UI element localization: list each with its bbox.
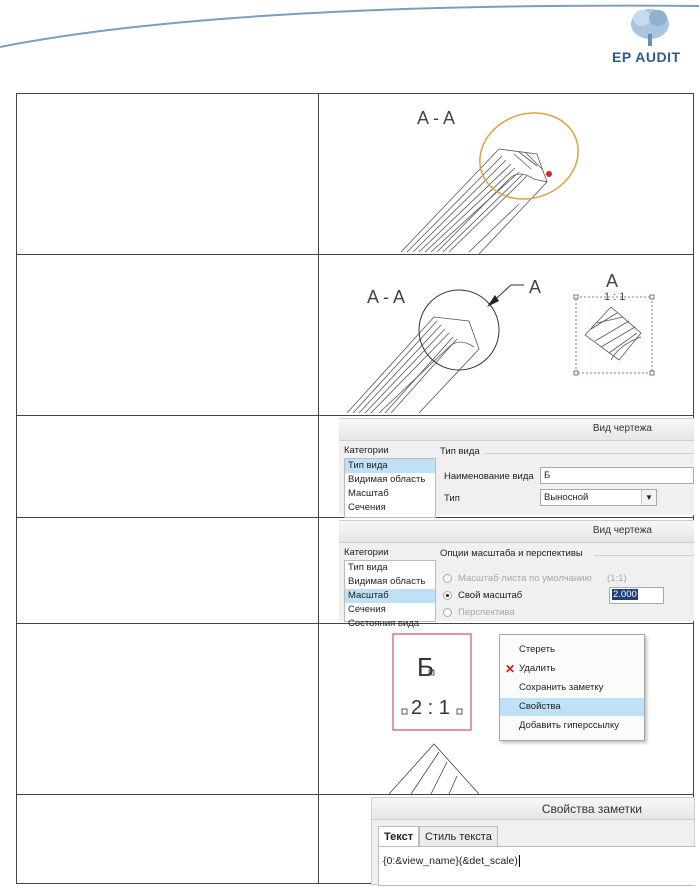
category-item[interactable]: Видимая область bbox=[348, 474, 426, 485]
section-label: A - A bbox=[367, 287, 406, 307]
category-item[interactable]: Тип вида bbox=[345, 459, 435, 473]
menu-item-add-hyperlink[interactable]: Добавить гиперссылку bbox=[519, 720, 619, 731]
categories-label: Категории bbox=[344, 547, 389, 558]
type-select[interactable] bbox=[540, 489, 657, 506]
note-text-value: {0:&view_name}(&det_scale) bbox=[383, 855, 518, 867]
note-view-letter: Б bbox=[417, 652, 435, 682]
table-row bbox=[17, 255, 694, 416]
figure-cell bbox=[319, 255, 694, 416]
category-item[interactable]: Видимая область bbox=[348, 576, 426, 587]
menu-item-erase[interactable]: Стереть bbox=[519, 644, 555, 655]
category-item[interactable]: Сечения bbox=[348, 502, 386, 513]
section-drawing bbox=[319, 94, 693, 254]
drawing-view-dialog bbox=[339, 418, 694, 515]
left-cell bbox=[17, 416, 319, 518]
logo-text: EP AUDIT bbox=[612, 49, 681, 65]
categories-list bbox=[344, 458, 436, 518]
red-x-icon: ✕ bbox=[505, 662, 516, 676]
radio-perspective[interactable] bbox=[443, 608, 452, 617]
note-text-area[interactable] bbox=[378, 846, 695, 886]
default-scale-value: (1:1) bbox=[607, 573, 627, 584]
menu-item-delete[interactable] bbox=[500, 660, 644, 678]
menu-item-save-note[interactable]: Сохранить заметку bbox=[519, 682, 604, 693]
figure-cell bbox=[319, 624, 694, 795]
left-cell bbox=[17, 255, 319, 416]
table-row bbox=[17, 624, 694, 795]
type-label: Тип bbox=[444, 493, 460, 504]
text-caret bbox=[519, 855, 520, 867]
figure-cell bbox=[319, 416, 694, 518]
categories-list bbox=[344, 560, 436, 629]
left-cell bbox=[17, 518, 319, 624]
leader-label: A bbox=[529, 277, 542, 297]
detail-label: A bbox=[606, 271, 619, 291]
group-title: Тип вида bbox=[440, 446, 480, 457]
figure-cell bbox=[319, 94, 694, 255]
category-item[interactable]: Масштаб bbox=[345, 589, 435, 603]
custom-scale-label: Свой масштаб bbox=[458, 590, 523, 601]
content-table bbox=[16, 93, 694, 884]
tab-text[interactable]: Текст bbox=[378, 826, 419, 847]
category-item[interactable]: Сечения bbox=[348, 604, 386, 615]
menu-item-delete-label: Удалить bbox=[519, 663, 556, 674]
section-label: A - A bbox=[417, 108, 456, 128]
dialog-title: Свойства заметки bbox=[541, 802, 642, 816]
menu-item-properties[interactable]: Свойства bbox=[500, 698, 644, 716]
custom-scale-input[interactable] bbox=[609, 587, 664, 604]
left-cell bbox=[17, 94, 319, 255]
radio-default-scale[interactable] bbox=[443, 574, 452, 583]
left-cell bbox=[17, 624, 319, 795]
category-item[interactable]: Тип вида bbox=[348, 562, 388, 573]
table-row bbox=[17, 795, 694, 884]
custom-scale-value: 2.000 bbox=[613, 589, 637, 600]
chevron-down-icon[interactable]: ▼ bbox=[641, 490, 656, 505]
detail-scale: 1 : 1 bbox=[604, 291, 626, 303]
category-item[interactable]: Состояния вида bbox=[348, 618, 420, 629]
dialog-title: Вид чертежа bbox=[592, 525, 652, 536]
view-name-input[interactable]: Б bbox=[540, 467, 694, 484]
view-name-label: Наименование вида bbox=[444, 471, 534, 482]
table-row bbox=[17, 518, 694, 624]
perspective-label: Перспектива bbox=[458, 607, 515, 618]
detail-drawing bbox=[319, 255, 693, 415]
dialog-title-bar bbox=[339, 521, 694, 543]
table-row bbox=[17, 94, 694, 255]
group-title: Опции масштаба и перспективы bbox=[440, 548, 583, 559]
note-scale: 2 : 1 bbox=[411, 697, 450, 719]
context-menu bbox=[499, 634, 645, 741]
categories-label: Категории bbox=[344, 445, 389, 456]
drawing-view-dialog bbox=[339, 520, 694, 629]
tab-text-style[interactable]: Стиль текста bbox=[419, 826, 498, 846]
radio-custom-scale[interactable] bbox=[443, 591, 452, 600]
header-arc bbox=[0, 0, 699, 70]
table-row bbox=[17, 416, 694, 518]
left-cell bbox=[17, 795, 319, 884]
type-value: Выносной bbox=[544, 492, 589, 503]
note-properties-dialog bbox=[371, 797, 695, 885]
dialog-title: Вид чертежа bbox=[592, 423, 652, 434]
group-divider bbox=[594, 555, 694, 556]
dialog-title-bar bbox=[339, 419, 694, 441]
default-scale-label: Масштаб листа по умолчанию bbox=[458, 573, 592, 584]
figure-cell bbox=[319, 518, 694, 629]
category-item[interactable]: Масштаб bbox=[348, 488, 389, 499]
group-divider bbox=[485, 453, 694, 454]
figure-cell bbox=[319, 795, 694, 884]
dialog-title-bar bbox=[372, 798, 694, 820]
